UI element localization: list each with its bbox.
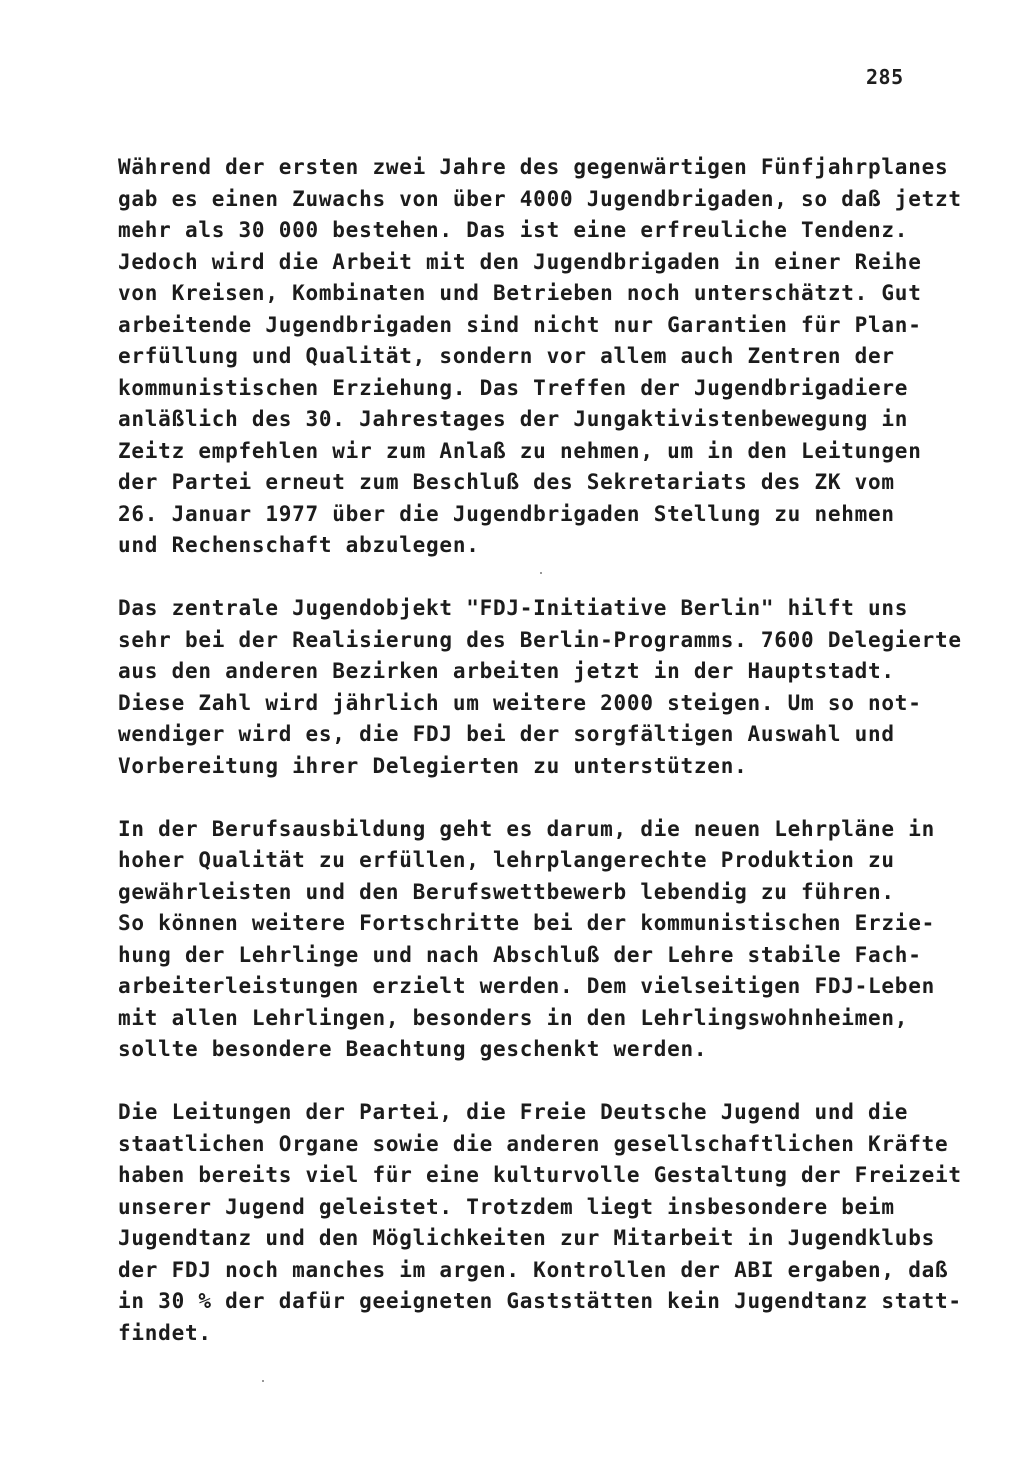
text-line: Zeitz empfehlen wir zum Anlaß zu nehmen, um in den Leitungen	[118, 438, 922, 463]
text-line: Das zentrale Jugendobjekt "FDJ-Initiative Berlin" hilft uns	[118, 596, 909, 620]
text-line: von Kreisen, Kombinaten und Betrieben noch unterschätzt. Gut	[118, 281, 922, 305]
text-line: hung der Lehrlinge und nach Abschluß der Lehre stabile Fach-	[118, 942, 922, 967]
text-line: Jedoch wird die Arbeit mit den Jugendbrigaden in einer Reihe	[118, 249, 922, 274]
text-line: sollte besondere Beachtung geschenkt werden.	[118, 1037, 708, 1061]
body-text	[118, 152, 962, 1381]
text-line: arbeiterleistungen erzielt werden. Dem vielseitigen FDJ-Leben	[118, 974, 935, 998]
text-line: der FDJ noch manches im argen. Kontrollen der ABI ergaben, daß	[118, 1257, 949, 1282]
text-line: Während der ersten zwei Jahre des gegenwärtigen Fünfjahrplanes	[118, 155, 949, 179]
text-line: Diese Zahl wird jährlich um weitere 2000 steigen. Um so not-	[118, 690, 922, 715]
text-line: mit allen Lehrlingen, besonders in den Lehrlingswohnheimen,	[118, 1005, 909, 1030]
text-line: erfüllung und Qualität, sondern vor allem auch Zentren der	[118, 344, 895, 368]
text-line: wendiger wird es, die FDJ bei der sorgfältigen Auswahl und	[118, 722, 895, 746]
text-line: staatlichen Organe sowie die anderen gesellschaftlichen Kräfte	[118, 1131, 949, 1156]
paragraph-1	[118, 152, 962, 562]
text-line: So können weitere Fortschritte bei der kommunistischen Erzie-	[118, 911, 935, 935]
text-line: hoher Qualität zu erfüllen, lehrplangerechte Produktion zu	[118, 848, 895, 872]
text-line: gab es einen Zuwachs von über 4000 Jugendbrigaden, so daß jetzt	[118, 186, 962, 211]
text-line: Vorbereitung ihrer Delegierten zu unterstützen.	[118, 753, 748, 778]
text-line: und Rechenschaft abzulegen.	[118, 533, 480, 557]
page-number: 285	[866, 65, 904, 89]
text-line: mehr als 30 000 bestehen. Das ist eine erfreuliche Tendenz.	[118, 218, 909, 242]
text-line: 26. Januar 1977 über die Jugendbrigaden Stellung zu nehmen	[118, 501, 895, 526]
text-line: In der Berufsausbildung geht es darum, die neuen Lehrpläne in	[118, 816, 935, 841]
text-line: kommunistischen Erziehung. Das Treffen der Jugendbrigadiere	[118, 375, 909, 400]
text-line: aus den anderen Bezirken arbeiten jetzt in der Hauptstadt.	[118, 659, 895, 683]
text-line: Die Leitungen der Partei, die Freie Deutsche Jugend und die	[118, 1100, 909, 1124]
text-line: Jugendtanz und den Möglichkeiten zur Mitarbeit in Jugendklubs	[118, 1226, 935, 1250]
paragraph-4	[118, 1097, 962, 1349]
text-line: gewährleisten und den Berufswettbewerb lebendig zu führen.	[118, 879, 895, 904]
text-line: findet.	[118, 1320, 212, 1345]
paragraph-2	[118, 593, 962, 782]
text-line: arbeitende Jugendbrigaden sind nicht nur Garantien für Plan-	[118, 312, 922, 337]
text-line: in 30 % der dafür geeigneten Gaststätten kein Jugendtanz statt-	[118, 1289, 962, 1313]
text-line: unserer Jugend geleistet. Trotzdem liegt insbesondere beim	[118, 1194, 895, 1219]
text-line: haben bereits viel für eine kulturvolle Gestaltung der Freizeit	[118, 1163, 962, 1187]
text-line: sehr bei der Realisierung des Berlin-Programms. 7600 Delegierte	[118, 627, 962, 652]
scan-speck	[262, 1380, 264, 1382]
text-line: der Partei erneut zum Beschluß des Sekretariats des ZK vom	[118, 470, 895, 494]
scan-speck	[540, 572, 542, 574]
paragraph-3	[118, 814, 948, 1066]
text-line: anläßlich des 30. Jahrestages der Jungaktivistenbewegung in	[118, 407, 909, 431]
